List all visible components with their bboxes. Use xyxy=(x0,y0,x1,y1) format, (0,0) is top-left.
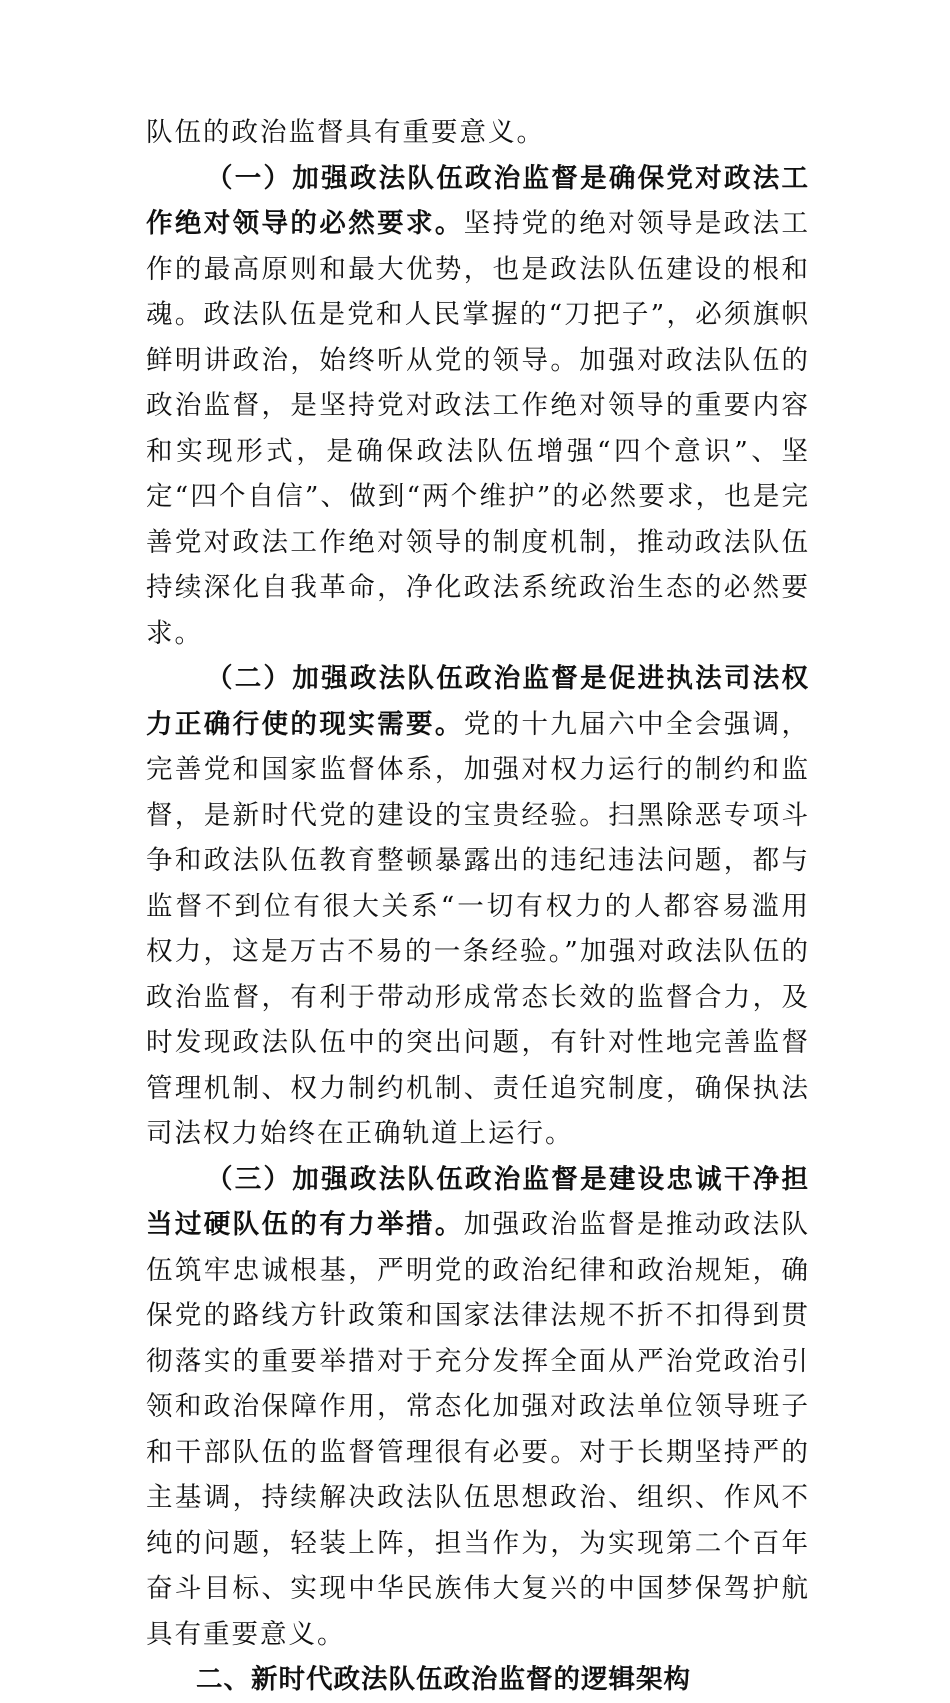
document-body xyxy=(146,110,810,1703)
section-3-paragraph xyxy=(146,1157,810,1658)
section-3-lead: （三）加强政法队伍政治监督是建设忠诚干净担当过硬队伍的有力举措。 xyxy=(146,1163,810,1240)
section-2-lead: （二）加强政法队伍政治监督是促进执法司法权力正确行使的现实需要。 xyxy=(146,663,810,740)
section-2-paragraph xyxy=(146,656,810,1157)
section-1-body: 坚持党的绝对领导是政法工作的最高原则和最大优势，也是政法队伍建设的根和魂。政法队伍是党和人民掌握的“刀把子”，必须旗帜鲜明讲政治，始终听从党的领导。加强对政法队伍的政治监督，是坚持党对政法工作绝对领导的重要内容和实现形式，是确保政法队伍增强“四个意识”、坚定“四个自信”、做到“两个维护”的必然要求，也是完善党对政法工作绝对领导的制度机制，推动政法队伍持续深化自我革命，净化政法系统政治生态的必然要求。 xyxy=(146,208,810,649)
section-2-body: 党的十九届六中全会强调，完善党和国家监督体系，加强对权力运行的制约和监督，是新时代党的建设的宝贵经验。扫黑除恶专项斗争和政法队伍教育整顿暴露出的违纪违法问题，都与监督不到位有很大关系“一切有权力的人都容易滥用权力，这是万古不易的一条经验。”加强对政法队伍的政治监督，有利于带动形成常态长效的监督合力，及时发现政法队伍中的突出问题，有针对性地完善监督管理机制、权力制约机制、责任追究制度，确保执法司法权力始终在正确轨道上运行。 xyxy=(146,708,810,1149)
section-1-lead: （一）加强政法队伍政治监督是确保党对政法工作绝对领导的必然要求。 xyxy=(146,162,810,239)
intro-tail-paragraph: 队伍的政治监督具有重要意义。 xyxy=(146,117,545,148)
section-1-paragraph xyxy=(146,156,810,657)
section-3-body: 加强政治监督是推动政法队伍筑牢忠诚根基，严明党的政治纪律和政治规矩，确保党的路线方针政策和国家法律法规不折不扣得到贯彻落实的重要举措对于充分发挥全面从严治党政治引领和政治保障作用，常态化加强对政法单位领导班子和干部队伍的监督管理很有必要。对于长期坚持严的主基调，持续解决政法队伍思想政治、组织、作风不纯的问题，轻装上阵，担当作为，为实现第二个百年奋斗目标、实现中华民族伟大复兴的中国梦保驾护航具有重要意义。 xyxy=(146,1209,810,1650)
section-heading-2: 二、新时代政法队伍政治监督的逻辑架构 xyxy=(196,1664,691,1695)
